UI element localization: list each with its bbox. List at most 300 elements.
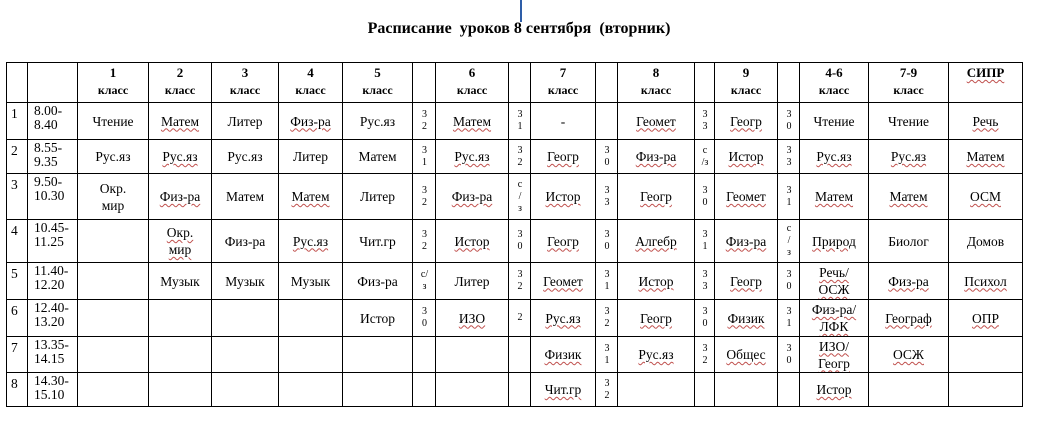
class-name: 4-6	[825, 65, 843, 80]
lesson-cell-text: ИЗО	[458, 310, 486, 326]
class-name: 7-9	[899, 65, 918, 80]
class-sub: класс	[818, 83, 850, 97]
lesson-cell	[531, 300, 596, 337]
room-cell	[695, 140, 715, 174]
lesson-cell-text: Рус.яз	[359, 113, 396, 129]
lesson-cell-text: Физ-ра/ ЛФК	[811, 302, 857, 334]
header-class-4-6	[800, 63, 869, 103]
room-cell	[509, 174, 531, 220]
room-cell-text: 3 2	[517, 269, 523, 292]
lesson-cell	[78, 140, 149, 174]
lesson-cell	[212, 174, 279, 220]
lesson-cell	[149, 140, 212, 174]
lesson-cell-text: ОПР	[971, 310, 999, 326]
room-cell-text: 3 2	[604, 306, 610, 329]
class-sub: класс	[893, 83, 924, 97]
lesson-cell	[949, 337, 1023, 373]
header-time	[28, 63, 78, 103]
header-class-8	[618, 63, 695, 103]
page-title: Расписание уроков 8 сентября (вторник)	[367, 20, 671, 37]
lesson-cell-text: Литер	[227, 113, 263, 129]
lesson-cell	[279, 174, 343, 220]
lesson-cell	[715, 300, 778, 337]
lesson-time	[28, 140, 78, 174]
lesson-cell	[78, 103, 149, 140]
lesson-time	[28, 373, 78, 407]
lesson-time-text: 11.40- 12.20	[34, 263, 69, 292]
header-class-7	[531, 63, 596, 103]
header-room-9	[778, 63, 800, 103]
lesson-cell-text: Физ-ра	[290, 113, 331, 129]
lesson-cell	[869, 263, 949, 300]
room-cell-text: с/ з	[420, 269, 429, 292]
lesson-number	[7, 220, 28, 263]
lesson-cell	[279, 140, 343, 174]
lesson-cell	[212, 220, 279, 263]
lesson-cell	[212, 103, 279, 140]
lesson-cell	[800, 220, 869, 263]
header-class-2	[149, 63, 212, 103]
table-row	[7, 174, 1023, 220]
room-cell-text: 3 1	[422, 144, 427, 168]
room-cell-text: 3 0	[604, 144, 610, 168]
lesson-cell-text: Истор	[816, 382, 852, 397]
lesson-cell-text: Музык	[160, 273, 200, 289]
room-cell-text: 3 1	[702, 229, 708, 252]
schedule-table	[6, 62, 1023, 407]
header-class-5	[343, 63, 413, 103]
room-cell	[413, 263, 436, 300]
class-sub: класс	[547, 83, 579, 97]
room-cell-text: 3 1	[517, 109, 523, 132]
room-cell	[596, 373, 618, 407]
room-cell-text: 2	[517, 312, 523, 323]
class-sub: класс	[730, 83, 762, 97]
lesson-cell-text: Рус.яз	[816, 149, 852, 164]
room-cell-text: 3 0	[786, 342, 792, 366]
lesson-number	[7, 174, 28, 220]
lesson-cell-text: Физ-ра	[159, 189, 201, 204]
room-cell-text: 3 2	[604, 377, 610, 401]
lesson-number	[7, 263, 28, 300]
room-cell-text: 3 2	[702, 342, 708, 366]
lesson-number-text: 2	[11, 143, 18, 158]
lesson-cell	[279, 300, 343, 337]
lesson-time-text: 12.40- 13.20	[34, 300, 69, 329]
lesson-number	[7, 103, 28, 140]
lesson-cell	[869, 373, 949, 407]
lesson-cell-text: Матем	[291, 189, 330, 204]
room-cell-text: с /з	[701, 144, 709, 168]
header-room-8	[695, 63, 715, 103]
room-cell	[509, 103, 531, 140]
lesson-cell	[149, 300, 212, 337]
room-cell-text: 3 1	[786, 184, 792, 208]
header-class-6	[436, 63, 509, 103]
lesson-cell-text: ОСЖ	[892, 347, 924, 362]
class-name: 6	[468, 65, 476, 80]
lesson-cell	[531, 373, 596, 407]
class-name: СИПР	[966, 65, 1005, 80]
room-cell	[778, 300, 800, 337]
lesson-cell	[279, 103, 343, 140]
table-row	[7, 337, 1023, 373]
lesson-cell	[149, 103, 212, 140]
lesson-cell	[149, 220, 212, 263]
room-cell	[596, 220, 618, 263]
class-sub: класс	[640, 83, 672, 97]
lesson-cell	[949, 373, 1023, 407]
lesson-time-text: 8.00- 8.40	[34, 103, 63, 132]
lesson-cell	[436, 140, 509, 174]
table-row	[7, 263, 1023, 300]
lesson-cell	[949, 140, 1023, 174]
room-cell	[596, 300, 618, 337]
lesson-number-text: 5	[11, 266, 18, 281]
lesson-cell	[715, 373, 778, 407]
room-cell	[596, 140, 618, 174]
class-sub: класс	[229, 83, 261, 97]
room-cell	[778, 174, 800, 220]
lesson-cell-text: Геогр	[547, 233, 579, 249]
room-cell-text: 3 0	[786, 269, 792, 292]
lesson-cell	[78, 337, 149, 373]
room-cell	[596, 263, 618, 300]
lesson-cell-text: Матем	[225, 189, 265, 204]
lesson-time-text: 9.50- 10.30	[34, 174, 65, 203]
lesson-cell	[618, 103, 695, 140]
class-sub: класс	[295, 83, 326, 97]
lesson-time-text: 14.30- 15.10	[34, 373, 69, 402]
table-row	[7, 300, 1023, 337]
lesson-cell-text: Окр. мир	[99, 180, 127, 213]
lesson-cell	[343, 300, 413, 337]
lesson-cell-text: Речь	[972, 113, 999, 129]
room-cell	[413, 103, 436, 140]
lesson-time-text: 8.55- 9.35	[34, 140, 63, 169]
room-cell-text: 3 3	[604, 184, 610, 208]
lesson-time	[28, 174, 78, 220]
lesson-cell-text: Геомет	[726, 189, 766, 204]
lesson-cell	[618, 263, 695, 300]
lesson-cell-text: Рус.яз	[162, 149, 198, 164]
lesson-cell	[618, 337, 695, 373]
lesson-time-text: 10.45- 11.25	[34, 220, 69, 249]
room-cell	[509, 263, 531, 300]
lesson-cell-text: Чтение	[92, 113, 134, 129]
header-class-1	[78, 63, 149, 103]
lesson-cell	[800, 263, 869, 300]
lesson-cell	[618, 373, 695, 407]
class-sub: класс	[362, 83, 393, 97]
lesson-cell-text: Географ	[885, 310, 932, 326]
lesson-cell-text: Окр. мир	[166, 225, 194, 257]
room-cell	[778, 220, 800, 263]
lesson-cell	[343, 140, 413, 174]
lesson-cell-text: Истор	[360, 310, 395, 326]
lesson-cell	[436, 337, 509, 373]
lesson-cell-text: Геогр	[730, 113, 762, 129]
room-cell	[509, 220, 531, 263]
room-cell	[509, 373, 531, 407]
lesson-cell	[949, 263, 1023, 300]
lesson-cell-text: Геомет	[636, 113, 676, 129]
lesson-cell	[715, 174, 778, 220]
lesson-number	[7, 300, 28, 337]
class-name: 8	[652, 65, 660, 80]
lesson-cell-text: Физ-ра	[451, 189, 493, 204]
lesson-cell	[800, 140, 869, 174]
lesson-cell	[343, 263, 413, 300]
lesson-cell	[78, 174, 149, 220]
room-cell-text: 3 2	[517, 144, 523, 168]
lesson-cell	[949, 174, 1023, 220]
lesson-time-text: 13.35- 14.15	[34, 337, 69, 366]
lesson-cell	[869, 103, 949, 140]
table-row	[7, 220, 1023, 263]
lesson-cell-text: Истор	[638, 273, 674, 289]
lesson-cell-text: Матем	[358, 149, 397, 164]
lesson-cell	[869, 220, 949, 263]
room-cell	[509, 140, 531, 174]
lesson-time	[28, 300, 78, 337]
lesson-cell	[618, 300, 695, 337]
lesson-number-text: 6	[11, 303, 18, 318]
lesson-cell-text: Музык	[225, 273, 265, 289]
header-sipr	[949, 63, 1023, 103]
lesson-cell-text: Матем	[966, 149, 1005, 164]
lesson-cell	[78, 300, 149, 337]
lesson-number-text: 7	[11, 340, 18, 355]
table-row	[7, 373, 1023, 407]
class-name: 7	[559, 65, 567, 80]
lesson-cell-text: Геогр	[730, 273, 762, 289]
room-cell-text: 3 2	[422, 229, 427, 252]
lesson-cell	[343, 103, 413, 140]
room-cell-text: 3 1	[604, 269, 610, 292]
lesson-number	[7, 373, 28, 407]
lesson-cell	[715, 263, 778, 300]
room-cell	[413, 373, 436, 407]
lesson-cell	[436, 220, 509, 263]
lesson-cell-text: Физ-ра	[635, 149, 677, 164]
lesson-cell	[343, 220, 413, 263]
lesson-cell	[436, 373, 509, 407]
lesson-cell-text: Рус.яз	[638, 347, 674, 362]
room-cell	[413, 337, 436, 373]
room-cell	[695, 103, 715, 140]
lesson-time	[28, 220, 78, 263]
lesson-cell-text: -	[560, 113, 566, 129]
lesson-cell	[869, 300, 949, 337]
lesson-time	[28, 337, 78, 373]
lesson-cell	[800, 174, 869, 220]
lesson-cell-text: Рус.яз	[227, 149, 263, 164]
lesson-cell-text: Литер	[292, 149, 329, 164]
lesson-cell	[212, 300, 279, 337]
room-cell-text: 3 0	[517, 229, 523, 252]
text-cursor-mark	[520, 0, 522, 22]
lesson-cell	[800, 337, 869, 373]
class-sub: класс	[164, 83, 196, 97]
class-sub: класс	[456, 83, 488, 97]
lesson-cell	[531, 263, 596, 300]
lesson-number-text: 3	[11, 177, 18, 192]
lesson-cell-text: Физ-ра	[888, 273, 929, 289]
room-cell-text: 3 3	[702, 269, 708, 292]
lesson-time	[28, 103, 78, 140]
lesson-time	[28, 263, 78, 300]
header-room-6	[509, 63, 531, 103]
class-name: 4	[307, 65, 314, 80]
room-cell	[413, 140, 436, 174]
lesson-cell	[618, 174, 695, 220]
lesson-cell-text: Рус.яз	[890, 149, 927, 164]
lesson-cell	[149, 263, 212, 300]
room-cell	[695, 174, 715, 220]
lesson-number-text: 4	[11, 223, 18, 238]
lesson-cell	[618, 220, 695, 263]
room-cell	[695, 220, 715, 263]
lesson-cell-text: Матем	[452, 113, 492, 129]
lesson-cell	[212, 337, 279, 373]
lesson-cell-text: ИЗО/ Геогр	[818, 338, 850, 371]
room-cell	[596, 337, 618, 373]
lesson-cell	[149, 337, 212, 373]
room-cell-text: 3 2	[422, 109, 427, 132]
room-cell	[509, 337, 531, 373]
header-class-7-9	[869, 63, 949, 103]
lesson-cell-text: Алгебр	[635, 233, 677, 249]
class-name: 5	[374, 65, 381, 80]
lesson-cell	[78, 373, 149, 407]
lesson-cell	[531, 174, 596, 220]
lesson-cell	[869, 174, 949, 220]
lesson-cell	[531, 337, 596, 373]
lesson-number	[7, 140, 28, 174]
lesson-cell	[212, 263, 279, 300]
room-cell-text: 3 1	[786, 306, 792, 329]
room-cell	[413, 300, 436, 337]
lesson-cell	[343, 174, 413, 220]
lesson-cell	[436, 300, 509, 337]
lesson-cell	[715, 337, 778, 373]
lesson-cell-text: Психол	[964, 273, 1007, 289]
room-cell	[695, 373, 715, 407]
lesson-number-text: 1	[11, 106, 18, 121]
table-row	[7, 103, 1023, 140]
lesson-cell-text: Общес	[726, 347, 766, 362]
lesson-cell	[531, 140, 596, 174]
room-cell-text: 3 2	[422, 184, 427, 208]
lesson-cell	[343, 373, 413, 407]
lesson-cell	[869, 140, 949, 174]
lesson-cell	[869, 337, 949, 373]
lesson-cell	[715, 140, 778, 174]
room-cell	[778, 140, 800, 174]
room-cell-text: с / з	[517, 178, 523, 214]
lesson-cell	[715, 220, 778, 263]
lesson-cell	[800, 373, 869, 407]
room-cell-text: 3 1	[604, 342, 610, 366]
lesson-cell	[279, 263, 343, 300]
lesson-cell-text: Чит.гр	[544, 382, 582, 397]
lesson-number-text: 8	[11, 376, 18, 391]
room-cell-text: 3 0	[604, 229, 610, 252]
lesson-cell	[78, 263, 149, 300]
lesson-cell	[149, 373, 212, 407]
lesson-cell-text: Биолог	[888, 233, 929, 249]
lesson-cell-text: Физик	[544, 347, 582, 362]
lesson-cell	[78, 220, 149, 263]
lesson-cell-text: Физ-ра	[224, 233, 266, 249]
lesson-cell-text: Природ	[812, 233, 856, 249]
class-name: 1	[109, 65, 117, 80]
lesson-cell	[149, 174, 212, 220]
room-cell	[778, 263, 800, 300]
lesson-cell-text: Литер	[359, 189, 396, 204]
lesson-cell	[715, 103, 778, 140]
lesson-cell	[436, 263, 509, 300]
lesson-cell-text: Рус.яз	[545, 310, 581, 326]
lesson-cell	[949, 103, 1023, 140]
class-sub: класс	[97, 83, 129, 97]
lesson-cell	[279, 220, 343, 263]
header-class-3	[212, 63, 279, 103]
table-row	[7, 140, 1023, 174]
lesson-cell	[800, 103, 869, 140]
class-name: 3	[241, 65, 249, 80]
room-cell	[778, 337, 800, 373]
header-room-5	[413, 63, 436, 103]
lesson-cell-text: Литер	[454, 273, 490, 289]
lesson-cell-text: Матем	[889, 189, 928, 204]
room-cell	[413, 174, 436, 220]
room-cell-text: 3 0	[422, 306, 427, 329]
room-cell-text: 3 0	[786, 109, 792, 132]
lesson-cell	[279, 337, 343, 373]
lesson-cell	[436, 103, 509, 140]
lesson-cell	[531, 103, 596, 140]
lesson-cell	[343, 337, 413, 373]
lesson-number	[7, 337, 28, 373]
room-cell	[509, 300, 531, 337]
lesson-cell-text: Рус.яз	[292, 233, 329, 249]
lesson-cell-text: Физ-ра	[725, 233, 767, 249]
header-row	[7, 63, 1023, 103]
room-cell	[778, 103, 800, 140]
lesson-cell	[436, 174, 509, 220]
room-cell	[413, 220, 436, 263]
room-cell-text: 3 3	[702, 109, 708, 132]
lesson-cell-text: Геомет	[543, 273, 583, 289]
lesson-cell-text: Истор	[454, 233, 490, 249]
room-cell	[596, 103, 618, 140]
header-class-9	[715, 63, 778, 103]
header-num	[7, 63, 28, 103]
lesson-cell-text: Матем	[160, 113, 200, 129]
lesson-cell-text: Геогр	[547, 149, 579, 164]
lesson-cell-text: Истор	[728, 149, 764, 164]
lesson-cell	[618, 140, 695, 174]
room-cell	[695, 337, 715, 373]
lesson-cell-text: Чтение	[887, 113, 930, 129]
lesson-cell-text: Физик	[727, 310, 765, 326]
lesson-cell-text: Рус.яз	[95, 149, 131, 164]
lesson-cell-text: Рус.яз	[454, 149, 490, 164]
class-name: 2	[176, 65, 184, 80]
lesson-cell-text: Речь/ ОСЖ	[818, 265, 850, 297]
